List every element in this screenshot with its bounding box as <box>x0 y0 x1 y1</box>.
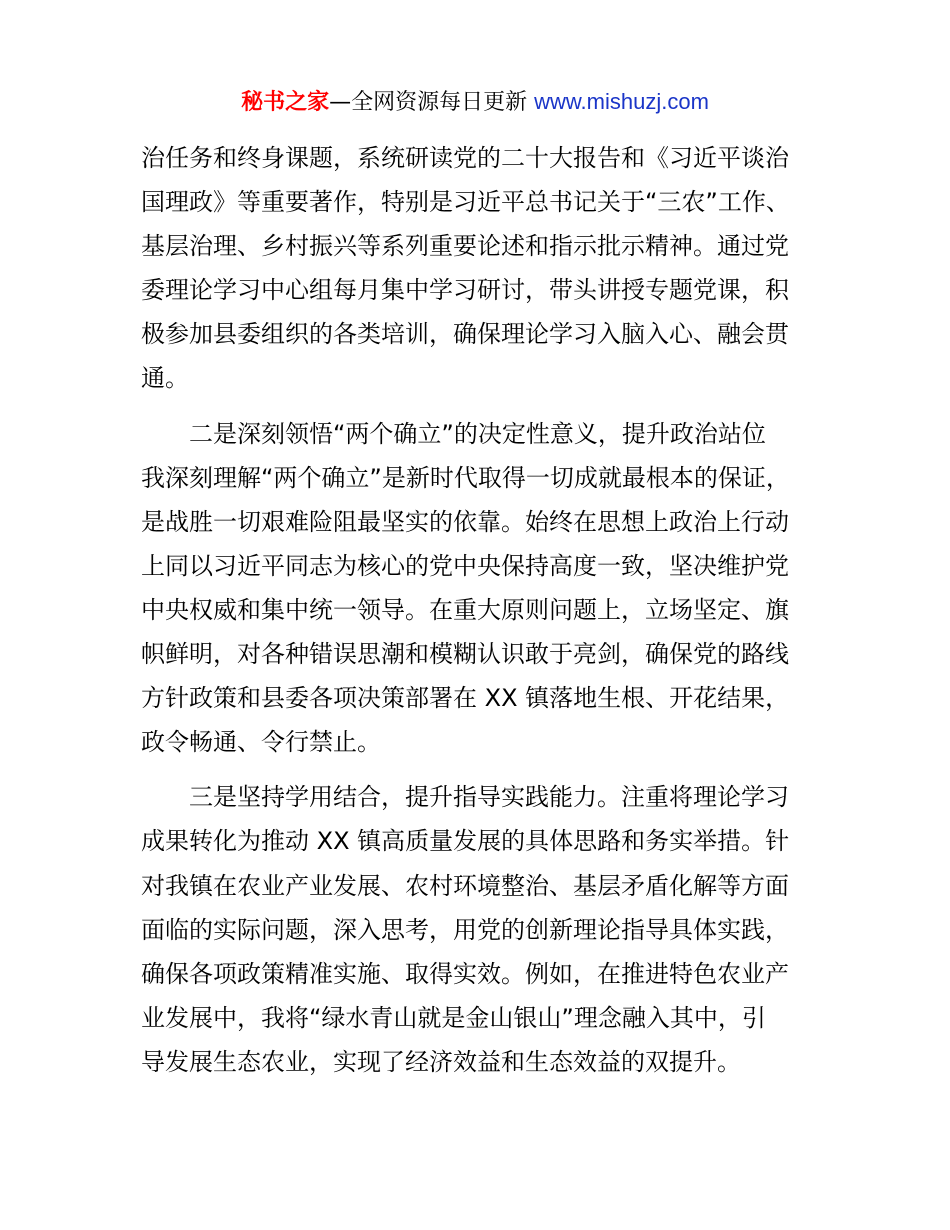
document-body <box>141 136 841 1084</box>
paragraph-3-line-3: 对我镇在农业产业发展、农村环境整治、基层矛盾化解等方面 <box>141 871 789 900</box>
paragraph-2-line-3: 是战胜一切艰难险阻最坚实的依靠。始终在思想上政治上行动 <box>141 507 789 536</box>
paragraph-1-line-4: 委理论学习中心组每月集中学习研讨，带头讲授专题党课，积 <box>141 276 789 305</box>
paragraph-3-line-6: 业发展中，我将“绿水青山就是金山银山”理念融入其中，引 <box>141 1003 766 1032</box>
paragraph-2-line-1: 二是深刻领悟“两个确立”的决定性意义，提升政治站位 <box>189 419 766 448</box>
paragraph-2-line-6: 帜鲜明，对各种错误思潮和模糊认识敢于亮剑，确保党的路线 <box>141 640 789 669</box>
paragraph-3-line-1: 三是坚持学用结合，提升指导实践能力。注重将理论学习 <box>189 783 789 812</box>
paragraph-1-line-6: 通。 <box>141 364 189 393</box>
paragraph-1-line-1: 治任务和终身课题，系统研读党的二十大报告和《习近平谈治 <box>141 144 789 172</box>
paragraph-3-line-2: 成果转化为推动 XX 镇高质量发展的具体思路和务实举措。针 <box>141 827 790 856</box>
paragraph-2-line-4: 上同以习近平同志为核心的党中央保持高度一致，坚决维护党 <box>141 551 789 580</box>
paragraph-2-line-5: 中央权威和集中统一领导。在重大原则问题上，立场坚定、旗 <box>141 595 789 624</box>
paragraph-1-line-3: 基层治理、乡村振兴等系列重要论述和指示批示精神。通过党 <box>141 232 789 261</box>
paragraph-3-line-7: 导发展生态农业，实现了经济效益和生态效益的双提升。 <box>141 1047 741 1076</box>
header-brand: 秘书之家 <box>241 90 330 115</box>
paragraph-3-line-4: 面临的实际问题，深入思考，用党的创新理论指导具体实践， <box>141 915 789 944</box>
paragraph-1-line-5: 极参加县委组织的各类培训，确保理论学习入脑入心、融会贯 <box>141 320 789 349</box>
paragraph-2-line-2: 我深刻理解“两个确立”是新时代取得一切成就最根本的保证， <box>141 463 790 492</box>
header-site-link[interactable]: www.mishuzj.com <box>534 89 709 114</box>
paragraph-1-line-2: 国理政》等重要著作，特别是习近平总书记关于“三农”工作、 <box>141 188 790 217</box>
paragraph-2-line-7: 方针政策和县委各项决策部署在 XX 镇落地生根、开花结果， <box>141 684 790 713</box>
paragraph-2-line-8: 政令畅通、令行禁止。 <box>141 728 381 757</box>
paragraph-3-line-5: 确保各项政策精准实施、取得实效。例如，在推进特色农业产 <box>141 959 789 988</box>
page-header <box>0 86 950 119</box>
header-slogan: —全网资源每日更新 <box>329 90 535 115</box>
